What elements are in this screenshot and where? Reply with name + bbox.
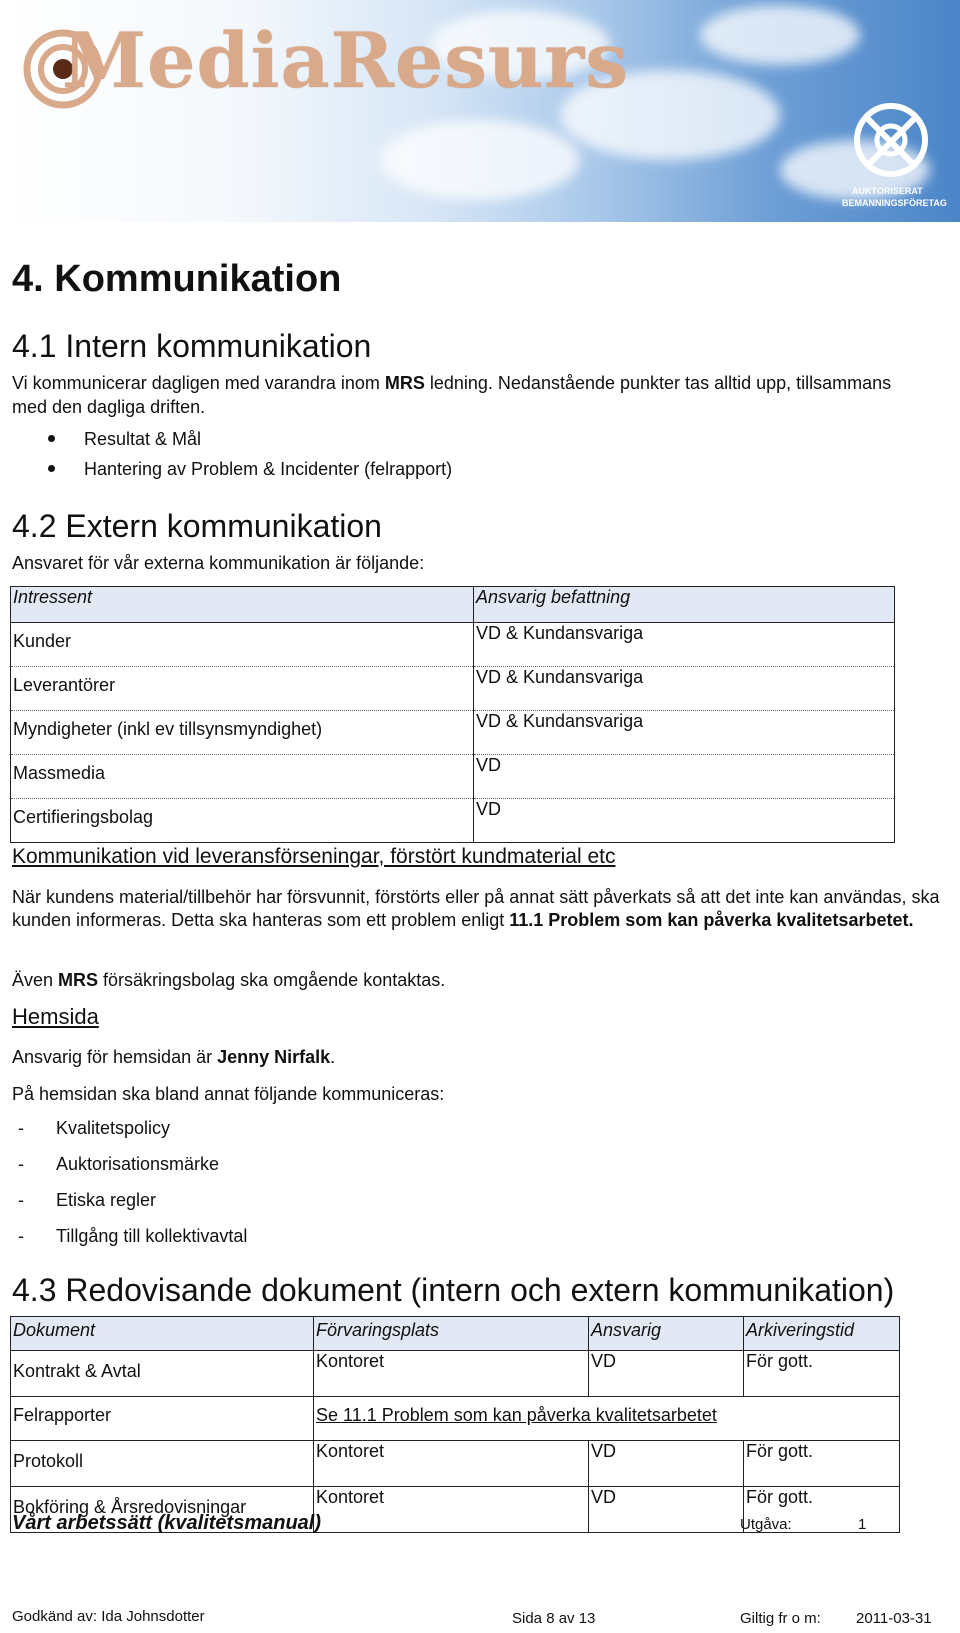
section-title: 4. Kommunikation [12,258,342,300]
table-cell: Bokföring & Årsredovisningar [11,1487,314,1533]
website-intro: På hemsidan ska bland annat följande kommuniceras: [12,1084,445,1104]
list-item: - Etiska regler [18,1190,157,1210]
table-cell: Kontrakt & Avtal [11,1351,314,1397]
table-cell: Kunder [11,623,474,667]
table-cell: VD & Kundansvariga [474,623,895,667]
table-cell: Kontoret [314,1351,589,1397]
footer-approved: Godkänd av: Ida Johnsdotter [12,1608,205,1625]
column-header: Ansvarig [589,1317,744,1351]
list-item: - Auktorisationsmärke [18,1154,220,1174]
table-cell: Certifieringsbolag [11,799,474,843]
footer-valid-value: 2011-03-31 [856,1610,932,1627]
problem-reference-link[interactable]: Se 11.1 Problem som kan påverka kvalitetsarbetet [314,1397,900,1441]
table-row [11,1397,900,1441]
subsection-title-extern: 4.2 Extern kommunikation [12,508,382,544]
footer-page: Sida 8 av 13 [512,1610,596,1627]
table-cell: Protokoll [11,1441,314,1487]
table-cell: VD [474,799,895,843]
column-header: Förvaringsplats [314,1317,589,1351]
extern-intro: Ansvaret för vår externa kommunikation är följande: [12,553,425,573]
table-row [11,667,895,711]
brand-logo: MediaResurs [62,16,630,105]
insurance-paragraph: Även MRS försäkringsbolag ska omgående kontaktas. [12,970,446,990]
table-row [11,1441,900,1487]
intern-paragraph: Vi kommunicerar dagligen med varandra inom MRS ledning. Nedanstående punkter tas alltid upp, tillsammans med den dagliga driften. [12,373,892,417]
delay-paragraph: När kundens material/tillbehör har försvunnit, förstörts eller på annat sätt påverkats så att det inte kan användas, ska kunden informeras. Detta ska hanteras som ett problem enligt 11.1 Problem som kan påverka kvalitetsarbetet. [12,887,940,930]
table-row [11,755,895,799]
table-cell: VD [474,755,895,799]
column-header: Ansvarig befattning [474,587,895,623]
auktoriserat-badge-icon [846,95,936,185]
table-cell: Felrapporter [11,1397,314,1441]
table-cell: För gott. [744,1487,900,1533]
responsibility-table [10,586,895,843]
table-cell: VD [589,1441,744,1487]
table-cell: För gott. [744,1441,900,1487]
table-header-row [11,587,895,623]
table-row [11,1351,900,1397]
table-row [11,623,895,667]
subsection-title-docs: 4.3 Redovisande dokument (intern och extern kommunikation) [12,1272,895,1308]
footer-edition-label: Utgåva: [740,1516,792,1533]
badge-line1: AUKTORISERAT [852,186,923,196]
delay-heading: Kommunikation vid leveransförseningar, förstört kundmaterial etc [12,845,616,868]
list-item: - Tillgång till kollektivavtal [18,1226,248,1246]
table-row [11,711,895,755]
website-heading: Hemsida [12,1004,99,1029]
table-cell: För gott. [744,1351,900,1397]
table-cell: Leverantörer [11,667,474,711]
table-cell: VD [589,1487,744,1533]
subsection-title-intern: 4.1 Intern kommunikation [12,328,372,364]
header-banner [0,0,960,222]
table-cell: Myndigheter (inkl ev tillsynsmyndighet) [11,711,474,755]
badge-line2: BEMANNINGSFÖRETAG [842,198,947,208]
table-header-row [11,1317,900,1351]
table-row [11,799,895,843]
footer-title: Vårt arbetssätt (kvalitetsmanual) [12,1512,322,1534]
table-cell: VD & Kundansvariga [474,667,895,711]
footer-edition-value: 1 [858,1516,867,1533]
documents-table [10,1316,900,1533]
table-cell: VD [589,1351,744,1397]
table-cell: Kontoret [314,1441,589,1487]
list-item: - Kvalitetspolicy [18,1118,171,1138]
list-item: Resultat & Mål [48,429,201,450]
table-cell: Kontoret [314,1487,589,1533]
website-responsible: Ansvarig för hemsidan är Jenny Nirfalk. [12,1047,336,1067]
table-cell: Massmedia [11,755,474,799]
table-cell: VD & Kundansvariga [474,711,895,755]
footer-valid-label: Giltig fr o m: [740,1610,821,1627]
list-item: Hantering av Problem & Incidenter (felrapport) [48,459,452,480]
column-header: Arkiveringstid [744,1317,900,1351]
column-header: Intressent [11,587,474,623]
column-header: Dokument [11,1317,314,1351]
